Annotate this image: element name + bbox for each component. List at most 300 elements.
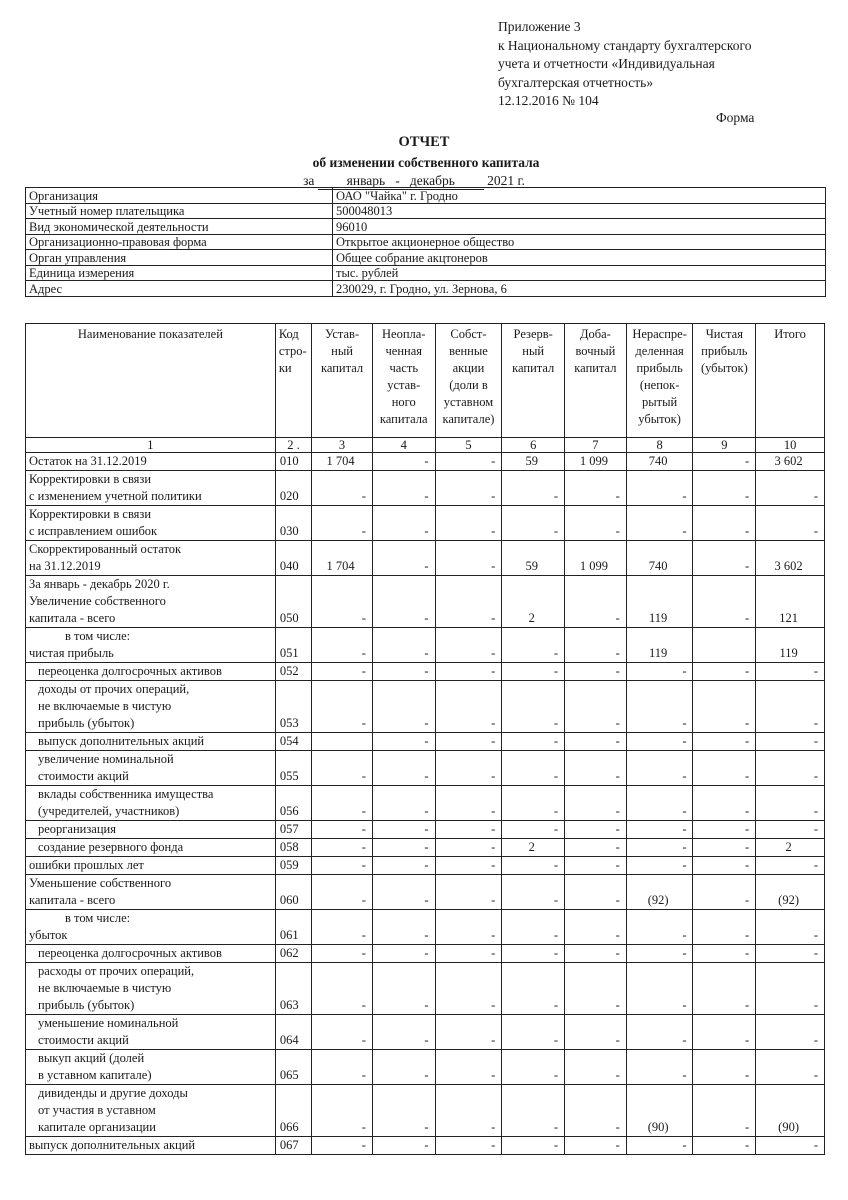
row-value: -	[565, 1050, 627, 1085]
row-value: -	[693, 471, 756, 506]
row-value: 2	[502, 576, 565, 628]
row-code: 064	[275, 1015, 311, 1050]
info-label: Организация	[26, 188, 333, 204]
row-value: -	[693, 1015, 756, 1050]
row-code: 067	[275, 1137, 311, 1155]
row-value: -	[693, 875, 756, 910]
row-value: -	[435, 541, 502, 576]
row-value: -	[565, 910, 627, 945]
col-number: 2 .	[275, 438, 311, 453]
appendix-line: бухгалтерская отчетность»	[498, 74, 654, 90]
row-value: -	[756, 751, 825, 786]
row-code: 056	[275, 786, 311, 821]
appendix-line: 12.12.2016 № 104	[498, 93, 599, 108]
info-label: Адрес	[26, 281, 333, 297]
row-name: За январь - декабрь 2020 г. Увеличение собственного капитала - всего	[26, 576, 276, 628]
row-value: -	[312, 506, 373, 541]
row-code: 062	[275, 945, 311, 963]
row-code: 057	[275, 821, 311, 839]
table-row	[26, 751, 825, 786]
row-value: -	[626, 821, 693, 839]
row-value: -	[565, 471, 627, 506]
row-value: -	[626, 857, 693, 875]
row-value: -	[626, 681, 693, 733]
row-value: -	[372, 628, 435, 663]
row-value: -	[372, 1015, 435, 1050]
row-value: -	[626, 910, 693, 945]
row-value: -	[693, 453, 756, 471]
table-row	[26, 945, 825, 963]
row-value: -	[435, 1015, 502, 1050]
row-value: -	[756, 471, 825, 506]
row-value: -	[435, 875, 502, 910]
table-row	[26, 663, 825, 681]
row-value: (90)	[626, 1085, 693, 1137]
row-value: -	[565, 506, 627, 541]
row-value: -	[626, 1050, 693, 1085]
row-value: 1 704	[312, 453, 373, 471]
row-value: -	[565, 875, 627, 910]
info-value: ОАО "Чайка" г. Гродно	[333, 188, 826, 204]
col-header-unpaid-capital: Неопла- ченная часть устав- ного капитала	[372, 324, 435, 438]
row-value: -	[372, 1050, 435, 1085]
row-value: -	[372, 576, 435, 628]
row-value: -	[502, 1050, 565, 1085]
column-number-row	[26, 438, 825, 453]
row-value: -	[626, 751, 693, 786]
row-value: -	[626, 733, 693, 751]
row-value: -	[565, 681, 627, 733]
row-name: вклады собственника имущества (учредителей, участников)	[26, 786, 276, 821]
row-value: 2	[502, 839, 565, 857]
row-value: -	[756, 506, 825, 541]
row-code: 066	[275, 1085, 311, 1137]
row-value: -	[756, 1137, 825, 1155]
table-row	[26, 576, 825, 628]
table-row	[26, 681, 825, 733]
row-value: -	[693, 1050, 756, 1085]
period-year: 2021 г.	[487, 173, 525, 188]
row-value: -	[693, 786, 756, 821]
row-value: -	[435, 576, 502, 628]
row-value: -	[435, 1085, 502, 1137]
row-value: -	[693, 963, 756, 1015]
row-value: -	[435, 945, 502, 963]
row-name: Скорректированный остаток на 31.12.2019	[26, 541, 276, 576]
col-number: 4	[372, 438, 435, 453]
row-name: выпуск дополнительных акций	[26, 733, 276, 751]
row-value: 2	[756, 839, 825, 857]
appendix-line: Приложение 3	[498, 19, 581, 34]
period-range: январь - декабрь	[318, 173, 484, 190]
row-value: -	[435, 506, 502, 541]
row-value: -	[312, 751, 373, 786]
row-value: -	[693, 857, 756, 875]
row-name: реорганизация	[26, 821, 276, 839]
row-value: 1 704	[312, 541, 373, 576]
table-row	[26, 1050, 825, 1085]
row-code: 050	[275, 576, 311, 628]
row-name: переоценка долгосрочных активов	[26, 663, 276, 681]
row-value: -	[312, 945, 373, 963]
row-value: -	[565, 576, 627, 628]
info-label: Вид экономической деятельности	[26, 219, 333, 235]
row-value: -	[756, 963, 825, 1015]
col-header-retained-earnings: Нераспре- деленная прибыль (непок- рытый убыток)	[626, 324, 693, 438]
col-number: 7	[565, 438, 627, 453]
info-value: тыс. рублей	[333, 265, 826, 281]
row-value: -	[756, 821, 825, 839]
row-name: в том числе: убыток	[26, 910, 276, 945]
col-header-charter-capital: Устав- ный капитал	[312, 324, 373, 438]
row-value: -	[372, 786, 435, 821]
row-value: -	[502, 506, 565, 541]
row-value: -	[502, 821, 565, 839]
row-value: -	[502, 733, 565, 751]
row-value: (92)	[756, 875, 825, 910]
col-header-total: Итого	[756, 324, 825, 438]
table-row	[26, 910, 825, 945]
row-value: -	[502, 857, 565, 875]
form-label: Форма	[716, 110, 755, 125]
table-row	[26, 453, 825, 471]
row-value: -	[435, 786, 502, 821]
row-value: 740	[626, 541, 693, 576]
row-name: увеличение номинальной стоимости акций	[26, 751, 276, 786]
row-value: 1 099	[565, 453, 627, 471]
row-value: -	[626, 471, 693, 506]
report-subtitle: об изменении собственного капитала	[312, 155, 540, 170]
equity-changes-table	[25, 323, 825, 1155]
appendix-line: учета и отчетности «Индивидуальная	[498, 56, 715, 71]
row-value: (92)	[626, 875, 693, 910]
row-value: 119	[626, 576, 693, 628]
row-value: 121	[756, 576, 825, 628]
row-value: 3 602	[756, 541, 825, 576]
info-row	[26, 203, 826, 219]
row-value: -	[435, 628, 502, 663]
row-code: 060	[275, 875, 311, 910]
row-value: -	[565, 821, 627, 839]
col-header-name: Наименование показателей	[26, 324, 276, 438]
row-name: Корректировки в связи с исправлением ошибок	[26, 506, 276, 541]
row-value	[312, 733, 373, 751]
table-row	[26, 875, 825, 910]
row-value: -	[372, 751, 435, 786]
row-name: переоценка долгосрочных активов	[26, 945, 276, 963]
row-value: -	[502, 663, 565, 681]
row-name: выкуп акций (долей в уставном капитале)	[26, 1050, 276, 1085]
info-row	[26, 188, 826, 204]
row-name: создание резервного фонда	[26, 839, 276, 857]
row-value: -	[372, 733, 435, 751]
table-row	[26, 506, 825, 541]
row-value: -	[626, 1015, 693, 1050]
row-value: -	[312, 963, 373, 1015]
row-name: доходы от прочих операций, не включаемые в чистую прибыль (убыток)	[26, 681, 276, 733]
row-value: -	[756, 945, 825, 963]
row-value: -	[756, 1050, 825, 1085]
row-value: -	[502, 1137, 565, 1155]
row-value: -	[372, 541, 435, 576]
info-label: Орган управления	[26, 250, 333, 266]
row-value: -	[435, 910, 502, 945]
row-code: 063	[275, 963, 311, 1015]
row-value: -	[693, 663, 756, 681]
row-code: 054	[275, 733, 311, 751]
info-row	[26, 265, 826, 281]
table-row	[26, 628, 825, 663]
row-value: -	[372, 875, 435, 910]
table-row	[26, 857, 825, 875]
row-name: ошибки прошлых лет	[26, 857, 276, 875]
col-header-reserve-capital: Резерв- ный капитал	[502, 324, 565, 438]
row-value: -	[693, 945, 756, 963]
row-value: -	[756, 681, 825, 733]
row-value: -	[312, 857, 373, 875]
table-row	[26, 541, 825, 576]
row-value: -	[626, 663, 693, 681]
row-name: в том числе: чистая прибыль	[26, 628, 276, 663]
row-value: -	[693, 576, 756, 628]
col-header-code: Код стро- ки	[275, 324, 311, 438]
row-value: -	[372, 506, 435, 541]
row-value: -	[372, 821, 435, 839]
row-value: -	[565, 751, 627, 786]
row-value: -	[372, 1085, 435, 1137]
row-value: -	[626, 1137, 693, 1155]
row-value: -	[312, 786, 373, 821]
row-code: 020	[275, 471, 311, 506]
row-value: 3 602	[756, 453, 825, 471]
row-value: -	[756, 857, 825, 875]
row-code: 051	[275, 628, 311, 663]
row-value: -	[312, 875, 373, 910]
col-number: 10	[756, 438, 825, 453]
row-value: -	[435, 733, 502, 751]
col-number: 8	[626, 438, 693, 453]
row-code: 030	[275, 506, 311, 541]
row-value: -	[435, 663, 502, 681]
row-value: -	[435, 963, 502, 1015]
info-value: Общее собрание акцтонеров	[333, 250, 826, 266]
info-row	[26, 234, 826, 250]
appendix-reference	[498, 18, 752, 111]
row-code: 053	[275, 681, 311, 733]
row-value: -	[693, 541, 756, 576]
table-row	[26, 733, 825, 751]
row-value: -	[502, 681, 565, 733]
row-code: 052	[275, 663, 311, 681]
row-value: -	[372, 963, 435, 1015]
row-value: -	[693, 1137, 756, 1155]
row-value: (90)	[756, 1085, 825, 1137]
info-value: 500048013	[333, 203, 826, 219]
row-name: выпуск дополнительных акций	[26, 1137, 276, 1155]
row-value: -	[502, 963, 565, 1015]
row-value: -	[312, 576, 373, 628]
row-value: 119	[626, 628, 693, 663]
row-value: -	[312, 681, 373, 733]
info-row	[26, 219, 826, 235]
report-title-block	[0, 134, 848, 190]
row-code: 058	[275, 839, 311, 857]
row-value: -	[312, 628, 373, 663]
col-number: 3	[312, 438, 373, 453]
table-row	[26, 839, 825, 857]
row-value: -	[502, 786, 565, 821]
row-value: -	[372, 681, 435, 733]
info-label: Учетный номер плательщика	[26, 203, 333, 219]
row-value: -	[693, 1085, 756, 1137]
row-name: Остаток на 31.12.2019	[26, 453, 276, 471]
row-value: -	[693, 506, 756, 541]
organization-info-table	[25, 187, 826, 297]
row-value: -	[565, 733, 627, 751]
row-value: -	[693, 821, 756, 839]
row-value: -	[312, 663, 373, 681]
row-value: -	[372, 663, 435, 681]
row-value: -	[435, 453, 502, 471]
col-header-net-profit: Чистая прибыль (убыток)	[693, 324, 756, 438]
row-value: -	[372, 839, 435, 857]
row-value: -	[626, 945, 693, 963]
row-value: -	[565, 1085, 627, 1137]
row-value: -	[502, 628, 565, 663]
row-value: -	[693, 681, 756, 733]
col-header-additional-capital: Доба- вочный капитал	[565, 324, 627, 438]
row-value: -	[626, 839, 693, 857]
info-row	[26, 281, 826, 297]
table-row	[26, 1085, 825, 1137]
col-number: 9	[693, 438, 756, 453]
row-value: -	[502, 875, 565, 910]
row-value: -	[502, 1085, 565, 1137]
row-value: -	[756, 910, 825, 945]
col-number: 5	[435, 438, 502, 453]
info-value: 230029, г. Гродно, ул. Зернова, 6	[333, 281, 826, 297]
col-number: 1	[26, 438, 276, 453]
row-value: -	[565, 963, 627, 1015]
table-header-row	[26, 324, 825, 438]
table-row	[26, 471, 825, 506]
row-value: -	[312, 821, 373, 839]
row-value: -	[312, 471, 373, 506]
row-value: -	[693, 839, 756, 857]
row-value: -	[312, 1050, 373, 1085]
table-row	[26, 963, 825, 1015]
row-value: 119	[756, 628, 825, 663]
row-name: Корректировки в связи с изменением учетной политики	[26, 471, 276, 506]
row-value: -	[435, 1050, 502, 1085]
row-value: -	[312, 1137, 373, 1155]
row-value: -	[435, 681, 502, 733]
row-value: 1 099	[565, 541, 627, 576]
table-row	[26, 1137, 825, 1155]
row-value: -	[565, 628, 627, 663]
row-value: -	[693, 733, 756, 751]
row-value: -	[312, 1015, 373, 1050]
row-value: -	[435, 471, 502, 506]
table-row	[26, 821, 825, 839]
row-value: -	[435, 857, 502, 875]
row-value: -	[565, 839, 627, 857]
row-name: расходы от прочих операций, не включаемые в чистую прибыль (убыток)	[26, 963, 276, 1015]
row-value: -	[756, 786, 825, 821]
table-row	[26, 786, 825, 821]
row-value: -	[565, 857, 627, 875]
table-row	[26, 1015, 825, 1050]
row-value: -	[502, 1015, 565, 1050]
row-name: дивиденды и другие доходы от участия в уставном капитале организации	[26, 1085, 276, 1137]
row-value: -	[372, 857, 435, 875]
col-header-own-shares: Собст- венные акции (доли в уставном капитале)	[435, 324, 502, 438]
row-code: 010	[275, 453, 311, 471]
row-value: 740	[626, 453, 693, 471]
row-value: -	[693, 751, 756, 786]
row-value: -	[565, 1015, 627, 1050]
row-value: -	[502, 945, 565, 963]
info-label: Организационно-правовая форма	[26, 234, 333, 250]
row-value: -	[693, 910, 756, 945]
info-value: Открытое акционерное общество	[333, 234, 826, 250]
row-name: уменьшение номинальной стоимости акций	[26, 1015, 276, 1050]
row-value: -	[372, 1137, 435, 1155]
row-value: -	[435, 839, 502, 857]
row-value: -	[626, 786, 693, 821]
row-code: 065	[275, 1050, 311, 1085]
period-prefix: за	[303, 173, 315, 188]
report-title: ОТЧЕТ	[398, 134, 450, 150]
row-value: -	[756, 663, 825, 681]
row-value: -	[565, 663, 627, 681]
row-value: -	[435, 751, 502, 786]
appendix-line: к Национальному стандарту бухгалтерского	[498, 37, 752, 53]
row-value: -	[372, 945, 435, 963]
row-value: -	[565, 945, 627, 963]
info-label: Единица измерения	[26, 265, 333, 281]
row-value: -	[435, 1137, 502, 1155]
row-value: -	[502, 471, 565, 506]
row-value: -	[312, 1085, 373, 1137]
row-value: -	[372, 453, 435, 471]
row-name: Уменьшение собственного капитала - всего	[26, 875, 276, 910]
col-number: 6	[502, 438, 565, 453]
info-row	[26, 250, 826, 266]
row-code: 061	[275, 910, 311, 945]
row-value: -	[626, 506, 693, 541]
row-value: -	[312, 839, 373, 857]
row-code: 055	[275, 751, 311, 786]
row-value: 59	[502, 541, 565, 576]
row-value: -	[756, 733, 825, 751]
row-value: -	[565, 1137, 627, 1155]
row-value: -	[372, 471, 435, 506]
row-value: -	[626, 963, 693, 1015]
row-value: 59	[502, 453, 565, 471]
row-value: -	[565, 786, 627, 821]
row-code: 040	[275, 541, 311, 576]
row-value: -	[372, 910, 435, 945]
row-code: 059	[275, 857, 311, 875]
row-value: -	[502, 910, 565, 945]
row-value: -	[502, 751, 565, 786]
row-value: -	[312, 910, 373, 945]
row-value: -	[756, 1015, 825, 1050]
info-value: 96010	[333, 219, 826, 235]
row-value: -	[435, 821, 502, 839]
row-value	[693, 628, 756, 663]
